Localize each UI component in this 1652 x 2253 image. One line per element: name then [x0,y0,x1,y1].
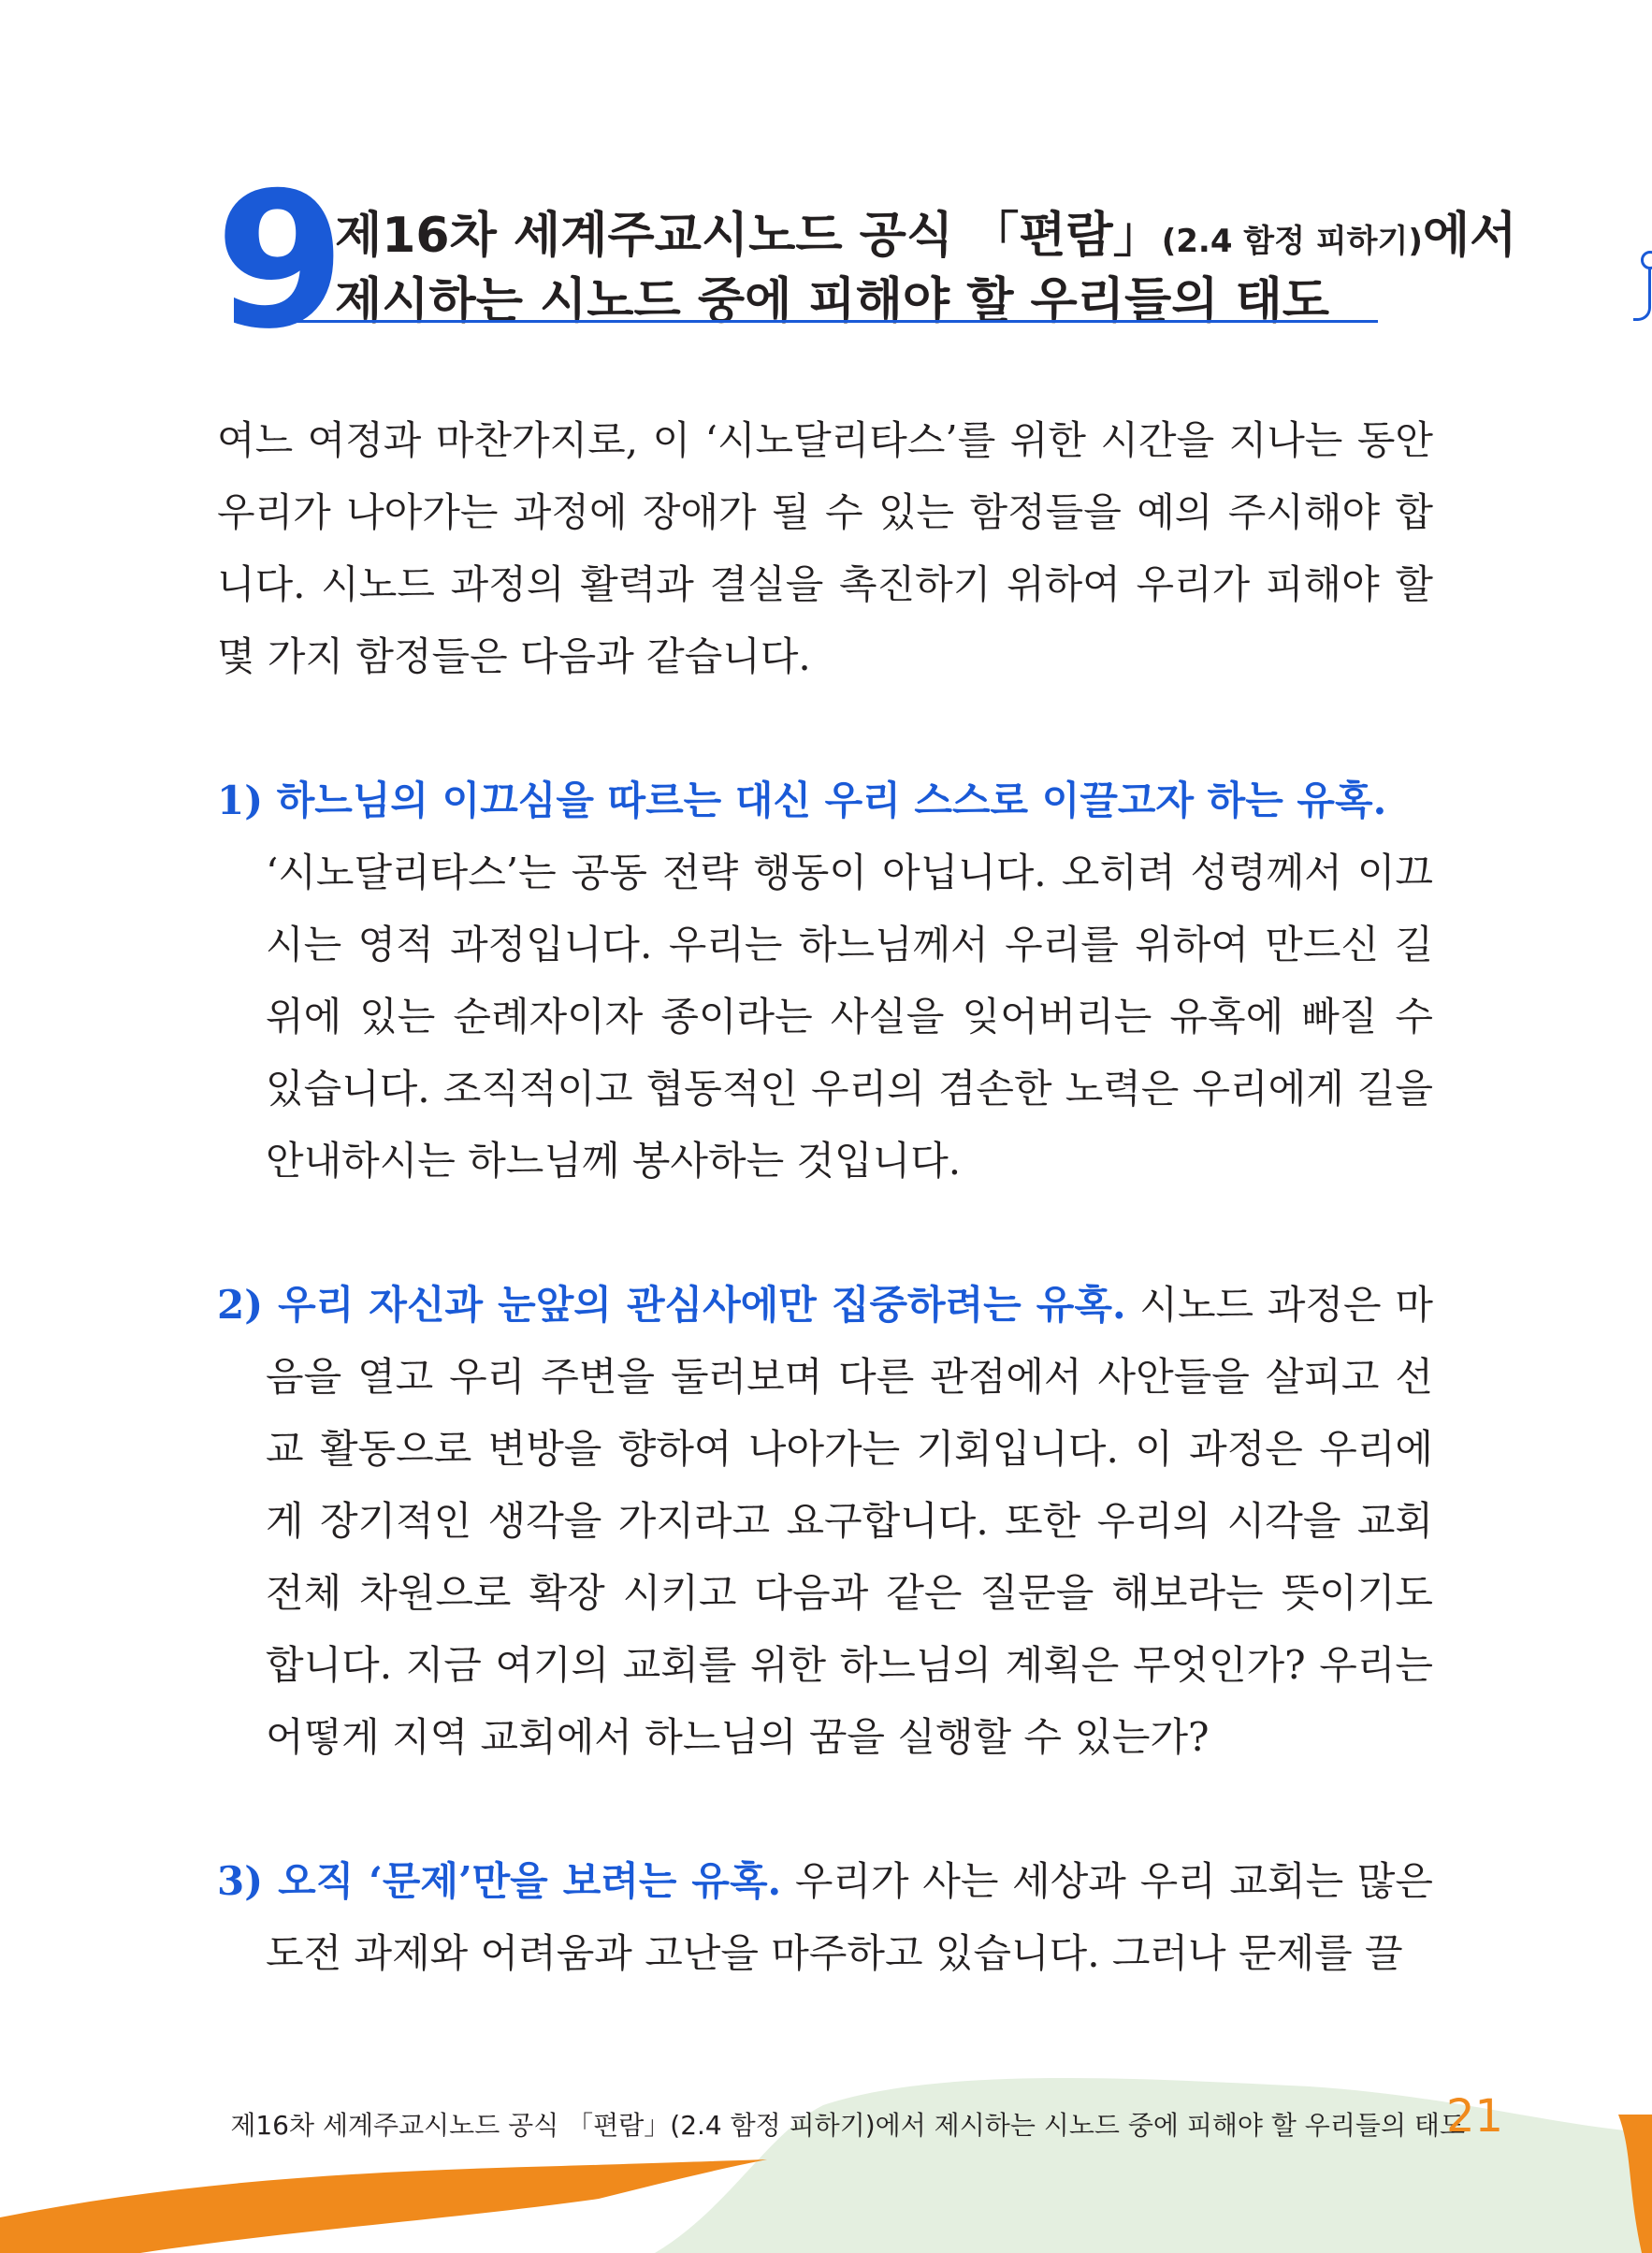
list-item [217,1845,1433,1989]
footer-decoration [0,2077,1652,2253]
item-body: 우리가 사는 세상과 우리 교회는 많은 도전 과제와 어려움과 고난을 마주하고 있습니다. 그러나 문제를 끌 [266,1858,1433,1976]
page-footer [0,2077,1652,2253]
title-end: 에서 [1422,208,1517,264]
title-line-2: 제시하는 시노드 중에 피해야 할 우리들의 태도 [335,273,1330,329]
section-title [335,206,1517,331]
item-heading: 2) 우리 자신과 눈앞의 관심사에만 집중하려는 유혹. [217,1282,1126,1328]
title-underline [295,320,1378,323]
list-item [217,764,1433,1197]
list-item [217,1269,1433,1773]
item-heading: 3) 오직 ‘문제’만을 보려는 유혹. [217,1858,782,1904]
title-line-1 [335,206,1517,271]
body-content [217,404,1433,2061]
title-subsection: (2.4 함정 피하기) [1161,223,1423,260]
intro-paragraph: 여느 여정과 마찬가지로, 이 ‘시노달리타스’를 위한 시간을 지나는 동안 우리가 나아가는 과정에 장애가 될 수 있는 함정들을 예의 주시해야 합니다. 시노드 과정의 활력과 결실을 촉진하기 위하여 우리가 피해야 할 몇 가지 함정들은 다음과 같습니다. [217,417,1433,679]
item-heading: 1) 하느님의 이끄심을 따르는 대신 우리 스스로 이끌고자 하는 유혹. [217,778,1387,823]
section-header [215,153,1517,371]
item-body: ‘시노달리타스’는 공동 전략 행동이 아닙니다. 오히려 성령께서 이끄시는 영적 과정입니다. 우리는 하느님께서 우리를 위하여 만드신 길 위에 있는 순례자이자 종이라는 사실을 잊어버리는 유혹에 빠질 수 있습니다. 조직적이고 협동적인 우리의 겸손한 노력은 우리에게 길을 안내하시는 하느님께 봉사하는 것입니다. [266,850,1433,1184]
running-title: 제16차 세계주교시노드 공식 「편람」(2.4 함정 피하기)에서 제시하는 시노드 중에 피해야 할 우리들의 태도 [230,2110,1465,2141]
section-number: 9 [215,153,339,371]
item-body: 시노드 과정은 마음을 열고 우리 주변을 둘러보며 다른 관점에서 사안들을 살피고 선교 활동으로 변방을 향하여 나아가는 기회입니다. 이 과정은 우리에게 장기적인 생각을 가지라고 요구합니다. 또한 우리의 시각을 교회 전체 차원으로 확장 시키고 다음과 같은 질문을 해보라는 뜻이기도 합니다. 지금 여기의 교회를 위한 하느님의 계획은 무엇인가? 우리는 어떻게 지역 교회에서 하느님의 꿈을 실행할 수 있는가? [266,1282,1433,1760]
page-number: 21 [1446,2090,1504,2143]
title-main: 제16차 세계주교시노드 공식 「편람」 [335,208,1162,264]
